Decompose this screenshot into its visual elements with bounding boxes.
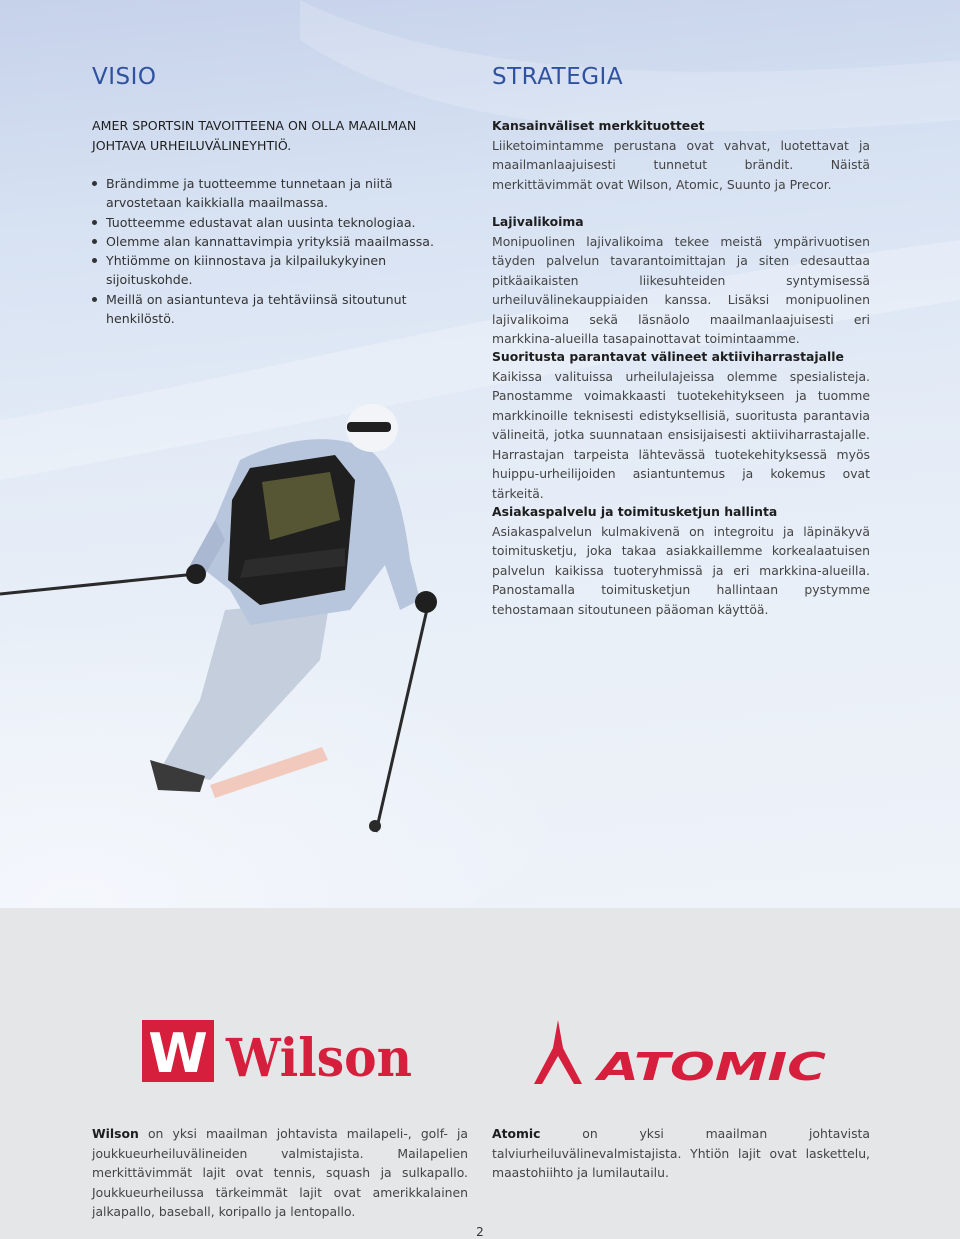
wilson-description-text: on yksi maailman johtavista mailapeli-, golf- ja joukkueurheiluvälineiden valmistajista. Mailapelien merkittävimmät lajit ovat tennis, squash ja sulkapallo. Joukkueurheilussa tärkeimmät lajit ovat amerikkalainen jalkapallo, baseball, koripallo ja lentopallo. [92,1126,468,1219]
list-item: Olemme alan kannattavimpia yrityksiä maailmassa. [92,232,472,251]
wilson-logo [142,1020,422,1084]
section-heading: Suoritusta parantavat välineet aktiiviharrastajalle [492,349,844,364]
brands-section [0,908,960,1239]
visio-lead: AMER SPORTSIN TAVOITTEENA ON OLLA MAAILMAN JOHTAVA URHEILUVÄLINEYHTIÖ. [92,118,417,153]
list-item: Meillä on asiantunteva ja tehtäviinsä sitoutunut henkilöstö. [92,290,472,329]
wilson-description [92,1124,468,1222]
section-body: Monipuolinen lajivalikoima tekee meistä ympärivuotisen täyden palvelun tavarantoimittajan ja siten edesauttaa pitkäaikaisten liikesuhteiden syntymisessä urheiluvälinekauppiaiden kanssa. Lisäksi monipuolinen lajivalikoima sekä läsnäolo maailmanlaajuisesti eri markkina-alueilla tasapainottavat toimintaamme. [492,233,870,346]
atomic-description [492,1124,870,1183]
atomic-name: Atomic [492,1126,541,1141]
section-heading: Asiakaspalvelu ja toimitusketjun hallinta [492,504,778,519]
wilson-name: Wilson [92,1126,139,1141]
section-body: Kaikissa valituissa urheilulajeissa olemme spesialisteja. Panostamme voimakkaasti tuotekehitykseen ja tuomme markkinoille teknisesti edistyksellisiä, suoritusta parantavia välineitä, jotka suunnataan ensisijaisesti aktiiviharrastajalle. Harrastajan tarpeista lähtevässä tuotekehityksessä myös huippu-urheilijoiden asiantuntemus ja kokemus ovat tärkeitä. [492,368,870,501]
visio-bullet-list [92,174,472,328]
atomic-description-text: on yksi maailman johtavista talviurheiluvälinevalmistajista. Yhtiön lajit ovat laskettelu, maastohiihto ja lumilautailu. [492,1126,870,1180]
atomic-logo [534,1018,834,1088]
wilson-logo-wordmark: Wilson [225,1028,412,1084]
section-body: Liiketoimintamme perustana ovat vahvat, luotettavat ja maailmanlaajuisesti tunnetut brändit. Näistä merkittävimmät ovat Wilson, Atomic, Suunto ja Precor. [492,137,870,192]
atomic-logo-wordmark: ATOMIC [593,1045,827,1088]
list-item: Yhtiömme on kiinnostava ja kilpailukykyinen sijoituskohde. [92,251,472,290]
strategy-section-brands [492,116,870,194]
strategy-section-supply-chain [492,502,870,619]
strategia-title: STRATEGIA [492,64,624,90]
wilson-logo-mark: W [148,1022,208,1084]
section-heading: Lajivalikoima [492,214,584,229]
section-heading: Kansainväliset merkkituotteet [492,118,705,133]
list-item: Brändimme ja tuotteemme tunnetaan ja niitä arvostetaan kaikkialla maailmassa. [92,174,472,213]
section-body: Asiakaspalvelun kulmakivenä on integroitu ja läpinäkyvä toimitusketju, joka takaa asiakkaillemme korkealaatuisen palvelun kaikissa tuoteryhmissä ja eri markkina-alueilla. Panostamalla toimitusketjun hallintaan pystymme tehostamaan sitoutuneen pääoman käyttöä. [492,523,870,617]
atomic-a-icon [534,1020,582,1084]
visio-title: VISIO [92,64,157,90]
strategy-section-performance [492,347,870,503]
list-item: Tuotteemme edustavat alan uusinta teknologiaa. [92,213,472,232]
strategy-section-range [492,212,870,349]
page-number: 2 [476,1225,484,1239]
